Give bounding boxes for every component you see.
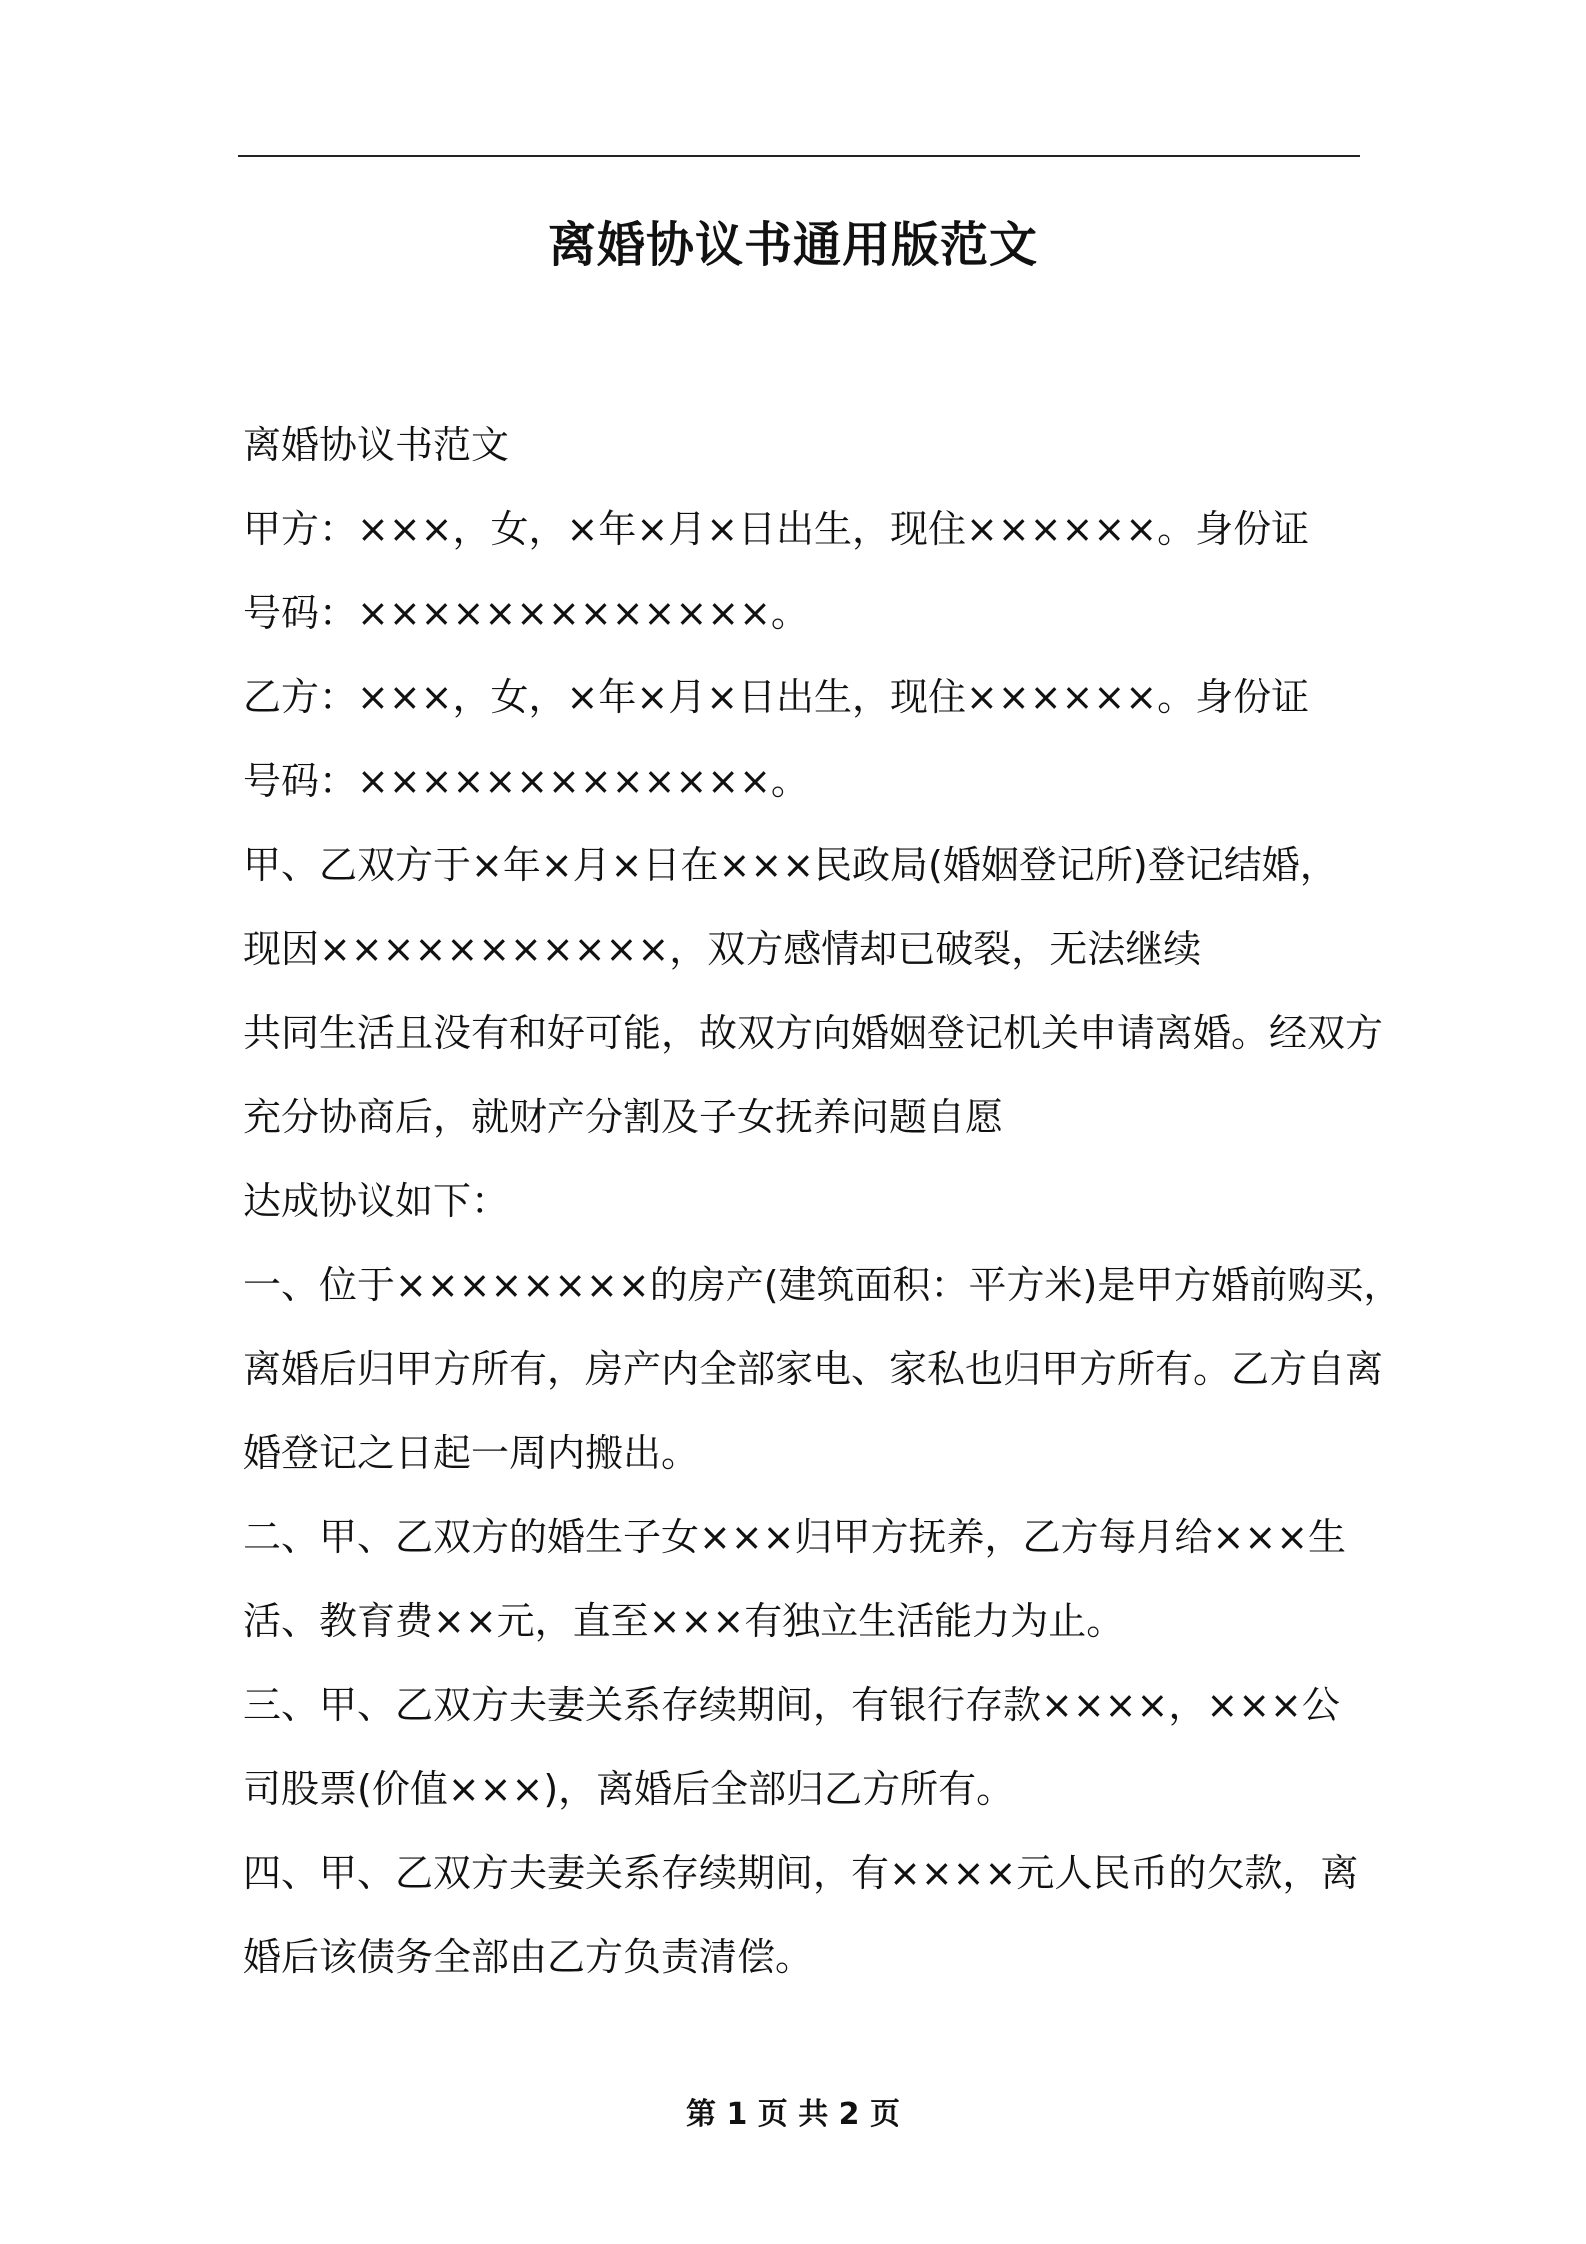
paragraph-line: 达成协议如下： [243,1179,510,1223]
page-number: 第 1 页 共 2 页 [686,2097,900,2132]
clause-4-line: 四、甲、乙双方夫妻关系存续期间，有××××元人民币的欠款，离 [243,1851,1359,1895]
document-title: 离婚协议书通用版范文 [547,217,1038,273]
party-a-line: 甲方：×××，女，×年×月×日出生，现住××××××。身份证 [243,507,1310,551]
clause-4-line: 婚后该债务全部由乙方负责清偿。 [243,1935,814,1979]
paragraph-line: 现因×××××××××××，双方感情却已破裂，无法继续 [243,927,1202,971]
clause-2-line: 二、甲、乙双方的婚生子女×××归甲方抚养，乙方每月给×××生 [243,1515,1347,1559]
party-b-id-line: 号码：×××××××××××××。 [243,759,809,803]
header-rule [238,155,1360,157]
party-b-line: 乙方：×××，女，×年×月×日出生，现住××××××。身份证 [243,675,1310,719]
clause-2-line: 活、教育费××元，直至×××有独立生活能力为止。 [243,1599,1125,1643]
clause-3-line: 三、甲、乙双方夫妻关系存续期间，有银行存款××××，×××公 [243,1683,1340,1727]
paragraph-line: 充分协商后，就财产分割及子女抚养问题自愿 [243,1095,1004,1139]
party-a-id-line: 号码：×××××××××××××。 [243,591,809,635]
paragraph-line: 甲、乙双方于×年×月×日在×××民政局(婚姻登记所)登记结婚， [243,843,1338,887]
clause-3-line: 司股票(价值×××)，离婚后全部归乙方所有。 [243,1767,1015,1811]
paragraph-line: 共同生活且没有和好可能，故双方向婚姻登记机关申请离婚。经双方 [243,1011,1384,1055]
clause-1-line: 离婚后归甲方所有，房产内全部家电、家私也归甲方所有。乙方自离 [243,1347,1384,1391]
section-heading: 离婚协议书范文 [243,423,510,467]
document-body [243,403,1402,1999]
clause-1-line: 一、位于××××××××的房产(建筑面积：平方米)是甲方婚前购买， [243,1263,1402,1307]
clause-1-line: 婚登记之日起一周内搬出。 [243,1431,700,1475]
